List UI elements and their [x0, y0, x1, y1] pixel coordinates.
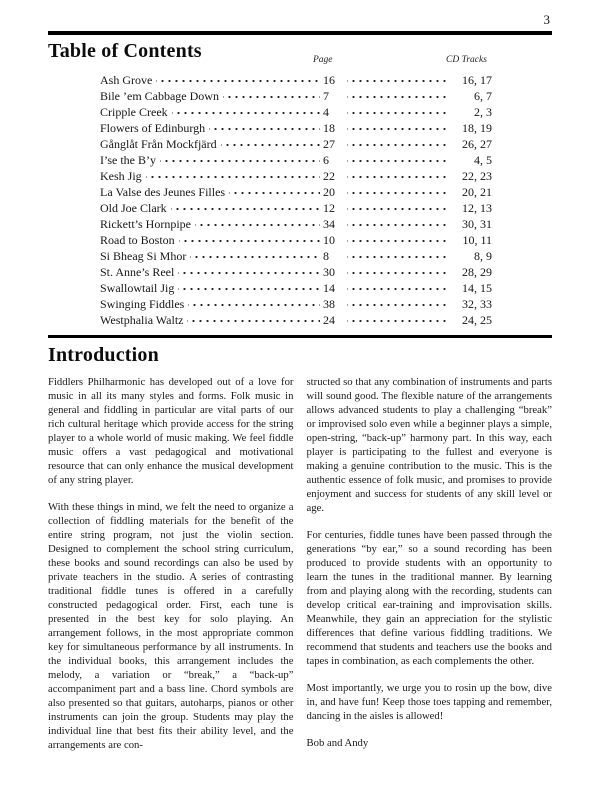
- toc-entry: [100, 168, 492, 184]
- dot-leader: [347, 104, 446, 116]
- toc-entry-tracks: 22, 23: [462, 168, 492, 183]
- toc-entry-title: Swallowtail Jig: [100, 280, 175, 295]
- toc-entry-title: Bile ’em Cabbage Down: [100, 88, 219, 103]
- intro-left-column: [48, 375, 294, 765]
- toc-entry-tracks: 20, 21: [462, 184, 492, 199]
- dot-leader: [347, 264, 446, 276]
- dot-leader: [347, 120, 446, 132]
- dot-leader: [347, 216, 446, 228]
- toc-entry-title: La Valse des Jeunes Filles: [100, 184, 226, 199]
- toc-entry: [100, 296, 492, 312]
- toc-entry: [100, 120, 492, 136]
- toc-entry-page: 22: [323, 168, 335, 183]
- intro-paragraph: Most importantly, we urge you to rosin up the bow, dive in, and have fun! Keep those toes tapping and remember, dancing in the aisles is allowed!: [306, 682, 552, 722]
- toc-entry-page: 16: [323, 72, 335, 87]
- toc-column-label-tracks: CD Tracks: [446, 54, 487, 65]
- toc-entry: [100, 152, 492, 168]
- toc-entry-tracks: 24, 25: [462, 312, 492, 327]
- toc-list: [100, 72, 492, 328]
- toc-entry-page: 34: [323, 216, 335, 231]
- toc-entry: [100, 104, 492, 120]
- dot-leader: [195, 216, 320, 228]
- toc-entry-page: 6: [323, 152, 329, 167]
- intro-right-column: [307, 375, 553, 765]
- dot-leader: [347, 200, 446, 212]
- toc-entry-title: Gånglåt Från Mockfjärd: [100, 136, 217, 151]
- toc-entry-page: 8: [323, 248, 329, 263]
- toc-entry: [100, 200, 492, 216]
- toc-entry-title: St. Anne’s Reel: [100, 264, 175, 279]
- dot-leader: [187, 312, 320, 324]
- toc-entry-tracks: 18, 19: [462, 120, 492, 135]
- toc-entry-tracks: 26, 27: [462, 136, 492, 151]
- dot-leader: [223, 88, 320, 100]
- dot-leader: [160, 152, 320, 164]
- toc-entry-title: Cripple Creek: [100, 104, 168, 119]
- toc-entry: [100, 216, 492, 232]
- toc-title: Table of Contents: [48, 39, 202, 62]
- toc-entry-title: Old Joe Clark: [100, 200, 167, 215]
- dot-leader: [221, 136, 320, 148]
- toc-entry-page: 7: [323, 88, 329, 103]
- toc-entry-title: Westphalia Waltz: [100, 312, 184, 327]
- toc-entry-page: 30: [323, 264, 335, 279]
- dot-leader: [146, 168, 320, 180]
- toc-entry: [100, 264, 492, 280]
- toc-entry-title: Swinging Fiddles: [100, 296, 185, 311]
- toc-entry-tracks: 14, 15: [462, 280, 492, 295]
- toc-entry-tracks: 28, 29: [462, 264, 492, 279]
- toc-entry-page: 4: [323, 104, 329, 119]
- toc-entry: [100, 88, 492, 104]
- toc-entry-tracks: 4, 5: [474, 152, 492, 167]
- dot-leader: [347, 280, 446, 292]
- dot-leader: [188, 296, 320, 308]
- intro-body: [48, 375, 552, 765]
- dot-leader: [347, 136, 446, 148]
- toc-entry-tracks: 12, 13: [462, 200, 492, 215]
- toc-entry-page: 24: [323, 312, 335, 327]
- dot-leader: [172, 104, 320, 116]
- toc-entry-page: 38: [323, 296, 335, 311]
- toc-entry-tracks: 32, 33: [462, 296, 492, 311]
- dot-leader: [347, 168, 446, 180]
- toc-entry-title: Rickett’s Hornpipe: [100, 216, 191, 231]
- toc-column-label-page: Page: [313, 54, 333, 65]
- toc-entry-tracks: 16, 17: [462, 72, 492, 87]
- toc-entry: [100, 136, 492, 152]
- toc-entry-page: 10: [323, 232, 335, 247]
- dot-leader: [347, 296, 446, 308]
- toc-entry-tracks: 10, 11: [462, 232, 492, 247]
- toc-entry: [100, 312, 492, 328]
- section-divider: [48, 31, 552, 35]
- toc-entry-tracks: 30, 31: [462, 216, 492, 231]
- dot-leader: [178, 280, 320, 292]
- toc-header: [48, 39, 552, 66]
- toc-entry-tracks: 6, 7: [474, 88, 492, 103]
- toc-entry-tracks: 2, 3: [474, 104, 492, 119]
- dot-leader: [171, 200, 320, 212]
- section-divider: [48, 335, 552, 339]
- signature: Bob and Andy: [306, 737, 369, 749]
- toc-entry-page: 18: [323, 120, 335, 135]
- toc-entry-title: Ash Grove: [100, 72, 153, 87]
- intro-title: Introduction: [48, 344, 159, 366]
- dot-leader: [347, 184, 446, 196]
- dot-leader: [179, 232, 320, 244]
- toc-entry-page: 27: [323, 136, 335, 151]
- dot-leader: [347, 312, 446, 324]
- toc-entry: [100, 232, 492, 248]
- toc-entry-title: Road to Boston: [100, 232, 175, 247]
- dot-leader: [347, 232, 446, 244]
- intro-paragraph: For centuries, fiddle tunes have been passed through the generations “by ear,” so a sound recording has been produced to provide students with an opportunity to learn the tunes in the traditional manner. By learning from and playing along with the recording, students can develop critical ear-training and improvisation skills. Meanwhile, they gain an appreciation for the stylistic differences that define various fiddling traditions. We recommend that students and teachers use the books and tapes in combination, as each complements the other.: [306, 529, 552, 667]
- toc-entry: [100, 248, 492, 264]
- toc-entry-page: 20: [323, 184, 335, 199]
- toc-entry-title: I’se the B’y: [100, 152, 156, 167]
- toc-entry: [100, 184, 492, 200]
- dot-leader: [209, 120, 320, 132]
- dot-leader: [156, 72, 320, 84]
- toc-entry-title: Si Bheag Si Mhor: [100, 248, 187, 263]
- intro-paragraph: Fiddlers Philharmonic has developed out of a love for music in all its many styles and forms. Folk music in general and fiddling in particular are vital parts of our rich cultural heritage which provide access for the string player to a whole world of music making. We feel fiddle music offers a vast pedagogical and motivational resource that can only enhance the musical development of any string player.: [48, 376, 294, 486]
- intro-paragraph: structed so that any combination of instruments and parts will sound good. The flexible nature of the arrangements allows advanced students to play a challenging “break” or improvised solo even while a beginner plays a simple, open-string, “back-up” harmony part. In this way, each player is participating to the fullest and everyone is making a genuine contribution to the music. This is the authentic essence of folk music, and promises to provide enjoyment and success for students of any skill level or age.: [306, 376, 552, 514]
- dot-leader: [347, 72, 446, 84]
- toc-entry-title: Flowers of Edinburgh: [100, 120, 206, 135]
- dot-leader: [229, 184, 320, 196]
- toc-entry: [100, 280, 492, 296]
- toc-entry-tracks: 8, 9: [474, 248, 492, 263]
- toc-entry-title: Kesh Jig: [100, 168, 142, 183]
- dot-leader: [347, 248, 446, 260]
- dot-leader: [190, 248, 320, 260]
- page-number: 3: [543, 12, 550, 27]
- toc-entry: [100, 72, 492, 88]
- dot-leader: [347, 88, 446, 100]
- dot-leader: [347, 152, 446, 164]
- toc-entry-page: 14: [323, 280, 335, 295]
- intro-paragraph: With these things in mind, we felt the need to organize a collection of fiddling materials for the benefit of the entire string program, not just the violin section. Designed to complement the school string curriculum, these books and sound recordings can also be used by private teachers in the studio. A series of contrasting traditional fiddle tunes is offered in a carefully constructed pedagogical order. First, each tune is presented in the best key for solo playing. An arrangement follows, in the most appropriate common key for simultaneous performance by all instruments. In the individual books, this arrangement includes the melody, a variation or “break,” a “back-up” accompaniment part and a bass line. Chord symbols are also presented so that guitars, autoharps, pianos or other instruments can join the group. Students may play the individual line that best fits their ability level, and the arrangements are con-: [48, 501, 294, 751]
- toc-entry-page: 12: [323, 200, 335, 215]
- dot-leader: [178, 264, 320, 276]
